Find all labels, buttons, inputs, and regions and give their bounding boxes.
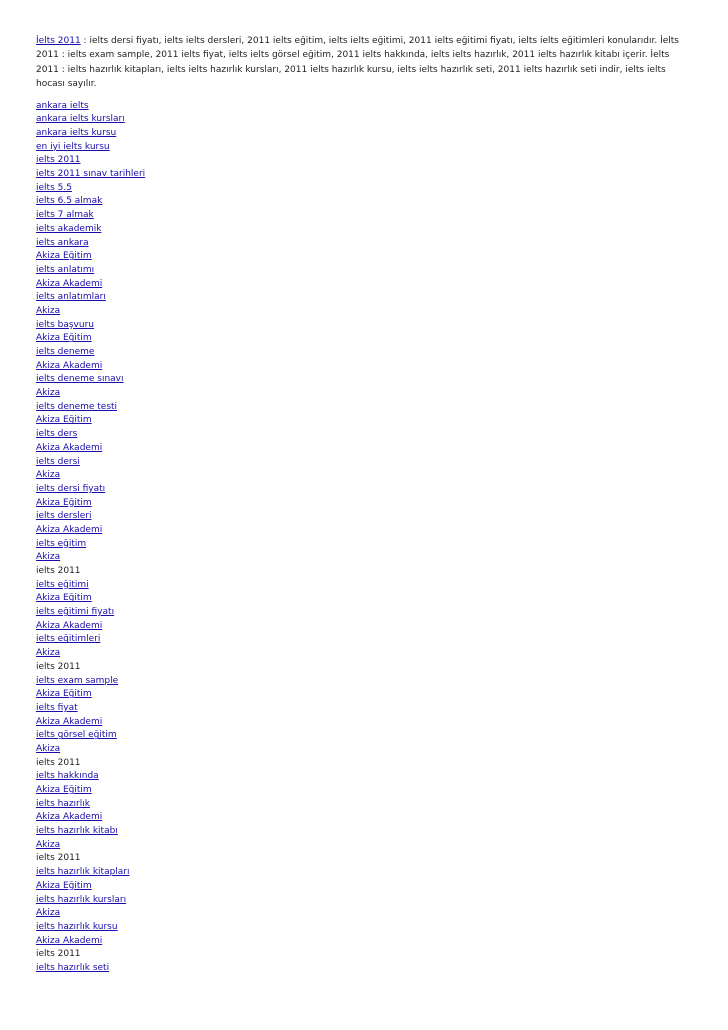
keyword-link[interactable]: Akiza	[36, 743, 61, 754]
list-item	[36, 962, 692, 976]
keyword-link[interactable]: en iyi ielts kursu	[36, 141, 110, 152]
keyword-link[interactable]: ielts 7 almak	[36, 210, 94, 221]
list-item	[36, 743, 692, 757]
keyword-link[interactable]: Akiza Eğitim	[36, 497, 92, 508]
keyword-link[interactable]: ielts hazırlık kursu	[36, 921, 118, 932]
keyword-link[interactable]: Akiza Eğitim	[36, 880, 92, 891]
keyword-link[interactable]: ielts eğitimi fiyatı	[36, 607, 115, 618]
keyword-link[interactable]: ielts hazırlık	[36, 798, 90, 809]
list-item	[36, 702, 692, 716]
keyword-link[interactable]: ielts deneme	[36, 347, 95, 357]
list-item	[36, 647, 692, 661]
keyword-link[interactable]: Akiza	[36, 552, 61, 563]
keyword-link[interactable]: ielts deneme testi	[36, 401, 118, 412]
keyword-link[interactable]: ielts dersi fiyatı	[36, 483, 106, 494]
keyword-link[interactable]: ielts dersi	[36, 456, 80, 467]
keyword-link[interactable]: ielts exam sample	[36, 675, 119, 686]
list-item	[36, 483, 692, 497]
list-item	[36, 250, 692, 264]
keyword-link[interactable]: Akiza Eğitim	[36, 251, 92, 262]
list-item	[36, 442, 692, 456]
list-item	[36, 469, 692, 483]
list-item	[36, 100, 692, 114]
keyword-link[interactable]: ielts eğitimleri	[36, 634, 101, 645]
list-item	[36, 373, 692, 387]
keyword-link[interactable]: ielts akademik	[36, 223, 102, 234]
keyword-link-list	[36, 100, 692, 976]
keyword-link[interactable]: Akiza Eğitim	[36, 415, 92, 426]
keyword-link[interactable]: Akiza	[36, 305, 61, 316]
list-item	[36, 291, 692, 305]
keyword-link[interactable]: ielts dersleri	[36, 511, 92, 522]
keyword-link[interactable]: ielts ankara	[36, 237, 89, 248]
list-item	[36, 606, 692, 620]
keyword-link[interactable]: Akiza Akademi	[36, 524, 103, 535]
list-item	[36, 661, 692, 675]
keyword-link[interactable]: ielts 5.5	[36, 182, 72, 193]
list-item	[36, 182, 692, 196]
keyword-link[interactable]: Akiza	[36, 470, 61, 481]
list-item	[36, 401, 692, 415]
keyword-link[interactable]: ielts 2011	[36, 155, 81, 166]
keyword-link[interactable]: Akiza Akademi	[36, 812, 103, 823]
keyword-link[interactable]: Akiza Akademi	[36, 360, 103, 371]
keyword-link[interactable]: Akiza Akademi	[36, 278, 103, 289]
list-item	[36, 592, 692, 606]
keyword-link[interactable]: ielts 6.5 almak	[36, 196, 103, 207]
list-item	[36, 414, 692, 428]
list-item	[36, 688, 692, 702]
keyword-link[interactable]: Akiza	[36, 388, 61, 399]
list-item	[36, 510, 692, 524]
keyword-text: ielts 2011	[36, 853, 81, 864]
keyword-text: ielts 2011	[36, 757, 81, 768]
keyword-link[interactable]: ankara ielts	[36, 100, 89, 111]
keyword-link[interactable]: ielts fiyat	[36, 702, 78, 713]
list-item	[36, 223, 692, 237]
list-item	[36, 784, 692, 798]
list-item	[36, 620, 692, 634]
list-item	[36, 278, 692, 292]
keyword-link[interactable]: Akiza Eğitim	[36, 689, 92, 700]
keyword-link[interactable]: Akiza	[36, 839, 61, 850]
keyword-link[interactable]: Akiza Akademi	[36, 935, 103, 946]
list-item	[36, 798, 692, 812]
keyword-link[interactable]: Akiza Eğitim	[36, 593, 92, 604]
list-item	[36, 332, 692, 346]
list-item	[36, 633, 692, 647]
list-item	[36, 935, 692, 949]
list-item	[36, 360, 692, 374]
list-item	[36, 209, 692, 223]
list-item	[36, 948, 692, 962]
keyword-text: ielts 2011	[36, 949, 81, 960]
list-item	[36, 387, 692, 401]
keyword-link[interactable]: ielts görsel eğitim	[36, 730, 117, 741]
keyword-link[interactable]: ielts ders	[36, 429, 78, 440]
list-item	[36, 524, 692, 538]
list-item	[36, 880, 692, 894]
list-item	[36, 811, 692, 825]
keyword-link[interactable]: ielts hakkında	[36, 771, 99, 782]
keyword-link[interactable]: ielts anlatımı	[36, 264, 95, 275]
list-item	[36, 675, 692, 689]
list-item	[36, 894, 692, 908]
keyword-link[interactable]: Akiza Eğitim	[36, 785, 92, 795]
list-item	[36, 141, 692, 155]
list-item	[36, 565, 692, 579]
keyword-link[interactable]: ielts hazırlık kursları	[36, 894, 127, 905]
keyword-text: ielts 2011	[36, 661, 81, 672]
list-item	[36, 921, 692, 935]
list-item	[36, 729, 692, 743]
list-item	[36, 127, 692, 141]
keyword-link[interactable]: ielts hazırlık kitapları	[36, 867, 130, 878]
list-item	[36, 264, 692, 278]
keyword-link[interactable]: ielts deneme sınavı	[36, 374, 124, 385]
keyword-link[interactable]: Akiza	[36, 908, 61, 919]
list-item	[36, 319, 692, 333]
keyword-text: ielts 2011	[36, 566, 81, 576]
keyword-link[interactable]: ielts eğitimi	[36, 579, 89, 590]
list-item	[36, 154, 692, 168]
keyword-link[interactable]: Akiza Akademi	[36, 716, 103, 727]
list-item	[36, 113, 692, 127]
list-item	[36, 305, 692, 319]
list-item	[36, 770, 692, 784]
list-item	[36, 237, 692, 251]
list-item	[36, 757, 692, 771]
keyword-link[interactable]: Akiza Akademi	[36, 620, 103, 631]
keyword-link[interactable]: ankara ielts kursları	[36, 114, 125, 125]
keyword-link[interactable]: ankara ielts kursu	[36, 128, 117, 138]
intro-text: : ielts dersi fiyatı, ielts ielts dersleri, 2011 ielts eğitim, ielts ielts eğitimi, 2011 ielts eğitimi fiyatı, ielts ielts eğitimleri konularıdır. İelts 2011 : ielts exam sample, 2011 ielts fiyat, ielts ielts görsel eğitim, 2011 ielts hakkında, ielts ielts hazırlık, 2011 ielts hazırlık kitabı içerir. İelts 2011 : ielts hazırlık kitapları, ielts ielts hazırlık kursları, 2011 ielts hazırlık kursu, ielts ielts hazırlık seti, 2011 ielts hazırlık seti indir, ielts ielts hocası sayılır.	[36, 36, 679, 90]
keyword-link[interactable]: ielts hazırlık kitabı	[36, 826, 118, 837]
intro-title-link[interactable]: İelts 2011	[36, 36, 81, 46]
list-item	[36, 538, 692, 552]
list-item	[36, 346, 692, 360]
keyword-link[interactable]: ielts başvuru	[36, 319, 94, 330]
keyword-link[interactable]: Akiza Akademi	[36, 442, 103, 453]
list-item	[36, 907, 692, 921]
keyword-link[interactable]: ielts 2011 sınav tarihleri	[36, 169, 146, 180]
list-item	[36, 195, 692, 209]
list-item	[36, 716, 692, 730]
list-item	[36, 825, 692, 839]
list-item	[36, 839, 692, 853]
list-item	[36, 551, 692, 565]
list-item	[36, 497, 692, 511]
keyword-link[interactable]: ielts eğitim	[36, 538, 87, 549]
list-item	[36, 428, 692, 442]
keyword-link[interactable]: Akiza Eğitim	[36, 333, 92, 344]
list-item	[36, 456, 692, 470]
list-item	[36, 866, 692, 880]
list-item	[36, 168, 692, 182]
intro-paragraph	[36, 34, 692, 92]
keyword-link[interactable]: ielts anlatımları	[36, 292, 106, 303]
list-item	[36, 579, 692, 593]
list-item	[36, 852, 692, 866]
keyword-link[interactable]: ielts hazırlık seti	[36, 962, 110, 973]
keyword-link[interactable]: Akiza	[36, 648, 61, 659]
